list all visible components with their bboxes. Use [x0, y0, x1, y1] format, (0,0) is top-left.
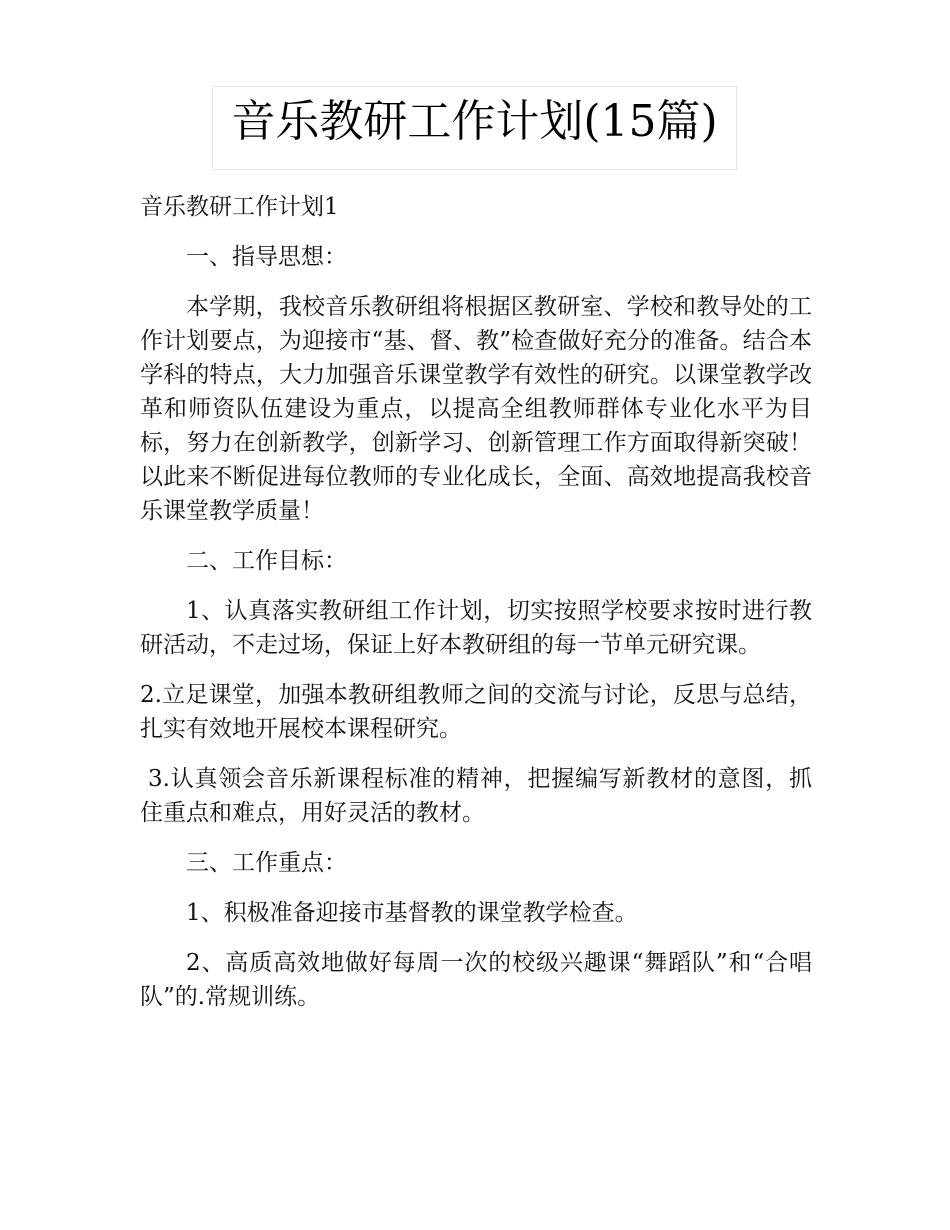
- paragraph-focus-2: 2、高质高效地做好每周一次的校级兴趣课“舞蹈队”和“合唱队”的.常规训练。: [140, 950, 812, 1010]
- paragraph-focus-1: 1、积极准备迎接市基督教的课堂教学检查。: [186, 900, 638, 926]
- paragraph-goal-3: 3.认真领会音乐新课程标准的精神，把握编写新教材的意图，抓住重点和难点，用好灵活的教材。: [140, 766, 812, 826]
- document-body: [140, 190, 812, 1014]
- heading-guiding-ideology: 一、指导思想：: [186, 244, 347, 270]
- paragraph-goal-2: 2.立足课堂，加强本教研组教师之间的交流与讨论，反思与总结，扎实有效地开展校本课程研究。: [140, 682, 812, 742]
- title-box: [212, 86, 737, 170]
- page-title: 音乐教研工作计划(15篇): [231, 96, 718, 147]
- section-heading-plan-1: 音乐教研工作计划1: [140, 194, 339, 220]
- paragraph-guiding-ideology: 本学期，我校音乐教研组将根据区教研室、学校和教导处的工作计划要点，为迎接市“基、督、教”检查做好充分的准备。结合本学科的特点，大力加强音乐课堂教学有效性的研究。以课堂教学改革和师资队伍建设为重点，以提高全组教师群体专业化水平为目标，努力在创新教学，创新学习、创新管理工作方面取得新突破！以此来不断促进每位教师的专业化成长，全面、高效地提高我校音乐课堂教学质量！: [140, 294, 812, 524]
- heading-work-focus: 三、工作重点：: [186, 850, 347, 876]
- paragraph-goal-1: 1、认真落实教研组工作计划，切实按照学校要求按时进行教研活动，不走过场，保证上好本教研组的每一节单元研究课。: [140, 598, 812, 658]
- heading-work-goals: 二、工作目标：: [186, 548, 347, 574]
